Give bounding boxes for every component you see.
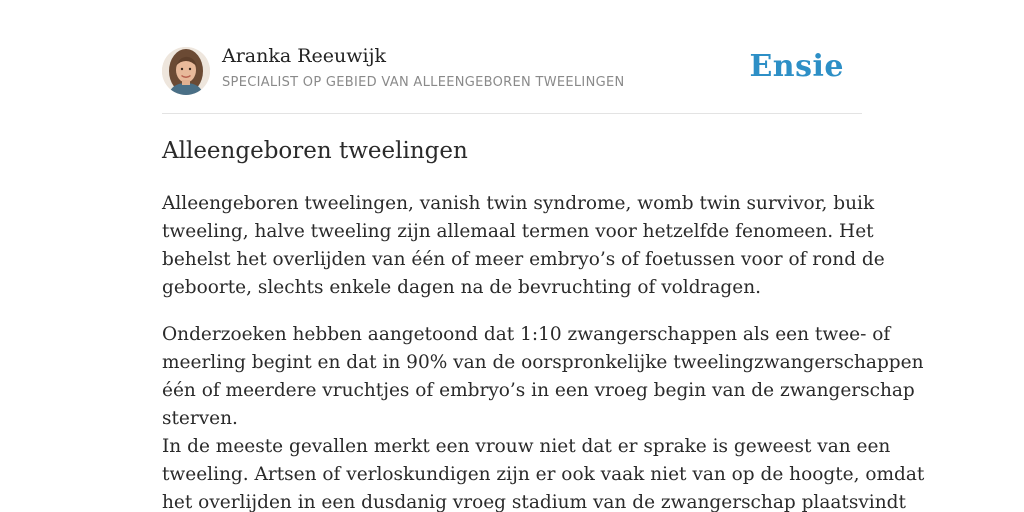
text-line: tweeling. Artsen of verloskundigen zijn er ook vaak niet van op de hoogte, omdat xyxy=(162,464,925,485)
paragraph-1 xyxy=(162,190,885,302)
text-line: In de meeste gevallen merkt een vrouw niet dat er sprake is geweest van een xyxy=(162,436,891,457)
text-line: tweeling, halve tweeling zijn allemaal termen voor hetzelfde fenomeen. Het xyxy=(162,221,874,242)
text-line: één of meerdere vruchtjes of embryo’s in een vroeg begin van de zwangerschap xyxy=(162,380,915,401)
author-avatar[interactable] xyxy=(162,47,210,95)
author-name[interactable]: Aranka Reeuwijk xyxy=(222,45,387,67)
text-line: sterven. xyxy=(162,408,238,429)
ensie-logo[interactable]: Ensie xyxy=(749,49,844,84)
article-body xyxy=(162,190,925,512)
avatar-portrait-icon xyxy=(162,47,210,95)
paragraph-2 xyxy=(162,321,925,512)
article-title: Alleengeboren tweelingen xyxy=(162,138,468,164)
text-line: geboorte, slechts enkele dagen na de bevruchting of voldragen. xyxy=(162,277,762,298)
text-line: Alleengeboren tweelingen, vanish twin syndrome, womb twin survivor, buik xyxy=(162,193,875,214)
author-role: SPECIALIST OP GEBIED VAN ALLEENGEBOREN TWEELINGEN xyxy=(222,75,625,90)
text-line: behelst het overlijden van één of meer embryo’s of foetussen voor of rond de xyxy=(162,249,885,270)
text-line: meerling begint en dat in 90% van de oorspronkelijke tweelingzwangerschappen xyxy=(162,352,924,373)
author-header xyxy=(162,44,862,114)
text-line: het overlijden in een dusdanig vroeg stadium van de zwangerschap plaatsvindt xyxy=(162,492,906,512)
text-line: Onderzoeken hebben aangetoond dat 1:10 zwangerschappen als een twee- of xyxy=(162,324,891,345)
